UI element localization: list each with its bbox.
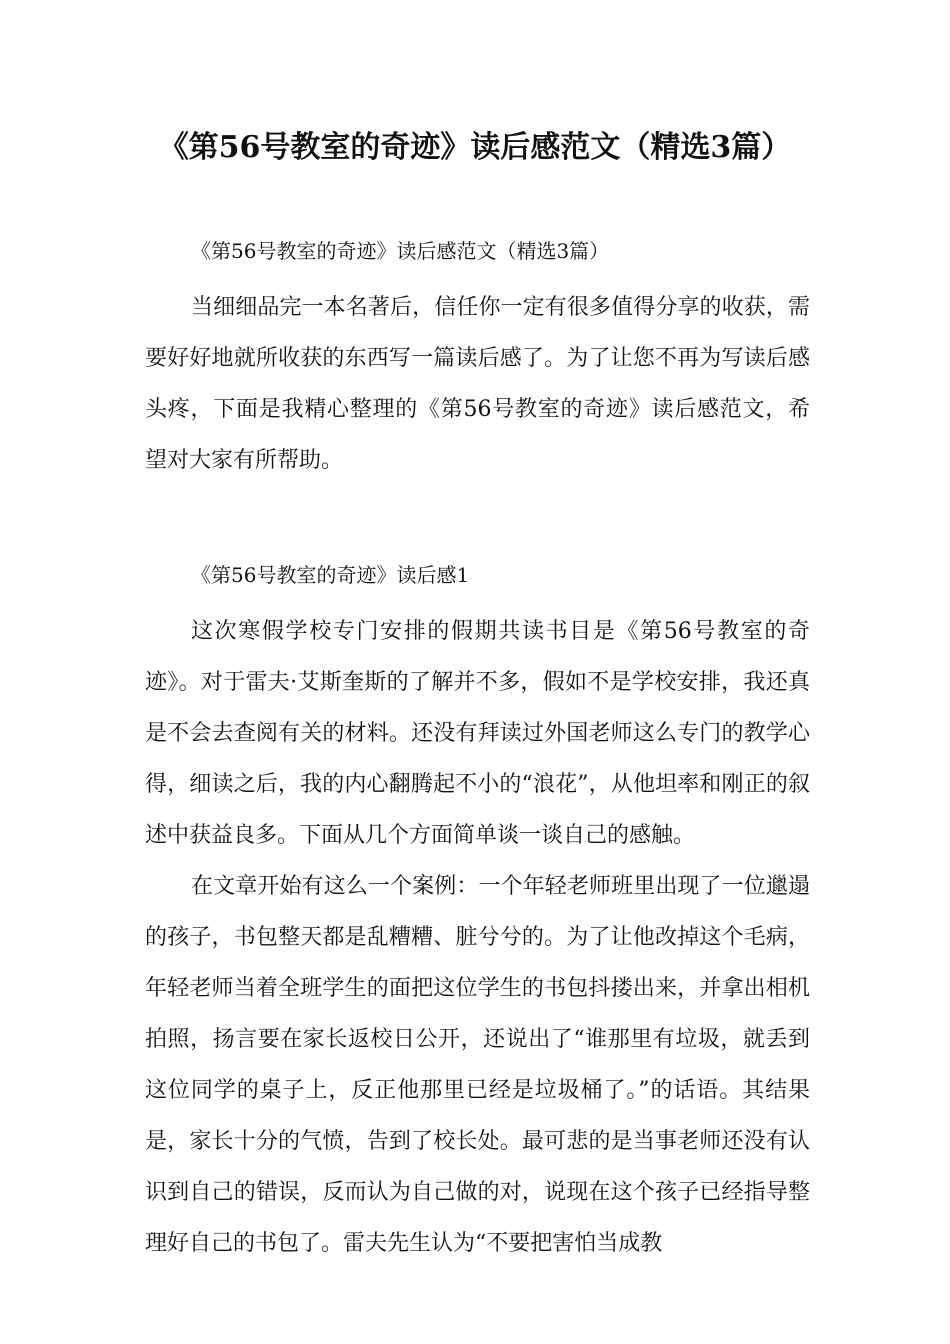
- section1-paragraph-2: 在文章开始有这么一个案例：一个年轻老师班里出现了一位邋遢的孩子，书包整天都是乱糟糟、脏兮兮的。为了让他改掉这个毛病，年轻老师当着全班学生的面把这位学生的书包抖搂出来，并拿出相机拍照，扬言要在家长返校日公开，还说出了“谁那里有垃圾，就丢到这位同学的桌子上，反正他那里已经是垃圾桶了。”的话语。其结果是，家长十分的气愤，告到了校长处。最可悲的是当事老师还没有认识到自己的错误，反而认为自己做的对，说现在这个孩子已经指导整理好自己的书包了。雷夫先生认为“不要把害怕当成教: [145, 874, 810, 1256]
- section1-paragraph-1: 这次寒假学校专门安排的假期共读书目是《第56号教室的奇迹》。对于雷夫·艾斯奎斯的了解并不多，假如不是学校安排，我还真是不会去查阅有关的材料。还没有拜读过外国老师这么专门的教学心得，细读之后，我的内心翻腾起不小的“浪花”，从他坦率和刚正的叙述中获益良多。下面从几个方面简单谈一谈自己的感触。: [145, 619, 810, 848]
- document-body: [145, 232, 810, 1269]
- spacer: [145, 486, 810, 556]
- spacer: [145, 594, 810, 606]
- spacer: [145, 270, 810, 282]
- intro-heading: 《第56号教室的奇迹》读后感范文（精选3篇）: [191, 239, 610, 263]
- section1-heading: 《第56号教室的奇迹》读后感1: [191, 563, 470, 587]
- intro-paragraph: 当细细品完一本名著后，信任你一定有很多值得分享的收获，需要好好地就所收获的东西写一篇读后感了。为了让您不再为写读后感头疼，下面是我精心整理的《第56号教室的奇迹》读后感范文，希望对大家有所帮助。: [145, 295, 810, 473]
- document-title: 《第56号教室的奇迹》读后感范文（精选3篇）: [158, 130, 792, 165]
